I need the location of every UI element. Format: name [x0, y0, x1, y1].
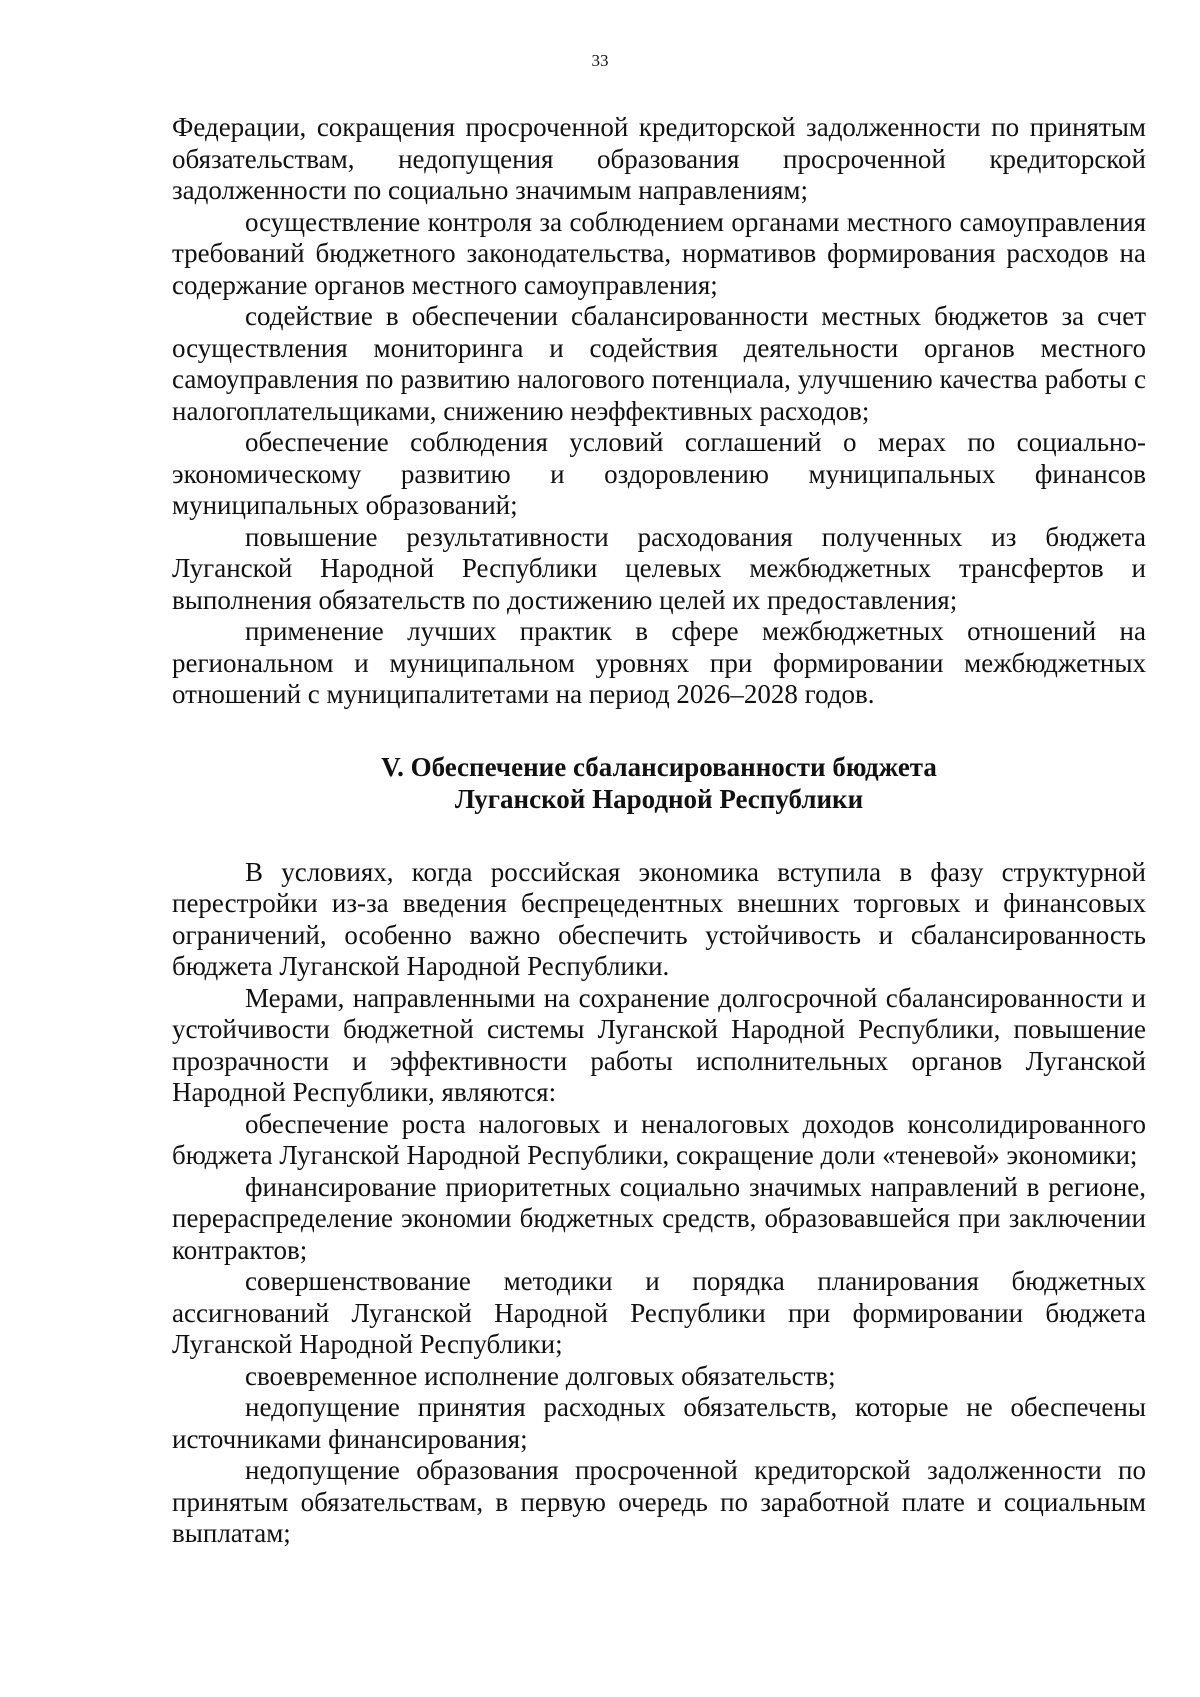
- paragraph: повышение результативности расходования полученных из бюджета Луганской Народной Республики целевых межбюджетных трансфертов и выполнения обязательств по достижению целей их предоставления;: [172, 521, 1146, 615]
- section-heading-line-2: Луганской Народной Республики: [454, 783, 864, 814]
- document-body: [172, 112, 1146, 1550]
- paragraphs-before-section: [172, 112, 1146, 711]
- paragraph: применение лучших практик в сфере межбюджетных отношений на региональном и муниципальном уровнях при формировании межбюджетных отношений с муниципалитетами на период 2026–2028 годов.: [172, 616, 1146, 709]
- paragraph: недопущение принятия расходных обязательств, которые не обеспечены источниками финансирования;: [172, 1392, 1146, 1454]
- paragraph: совершенствование методики и порядка планирования бюджетных ассигнований Луганской Народной Республики при формировании бюджета Луганской Народной Республики;: [172, 1266, 1146, 1359]
- paragraph: В условиях, когда российская экономика вступила в фазу структурной перестройки из-за введения беспрецедентных внешних торговых и финансовых ограничений, особенно важно обеспечить устойчивость и сбалансированность бюджета Луганской Народной Республики.: [172, 856, 1146, 981]
- paragraphs-after-section: [172, 857, 1146, 1550]
- paragraph: своевременное исполнение долговых обязательств;: [245, 1360, 836, 1391]
- paragraph: обеспечение соблюдения условий соглашений о мерах по социально-экономическому развитию и оздоровлению муниципальных финансов муниципальных образований;: [172, 427, 1146, 520]
- paragraph: обеспечение роста налоговых и неналоговых доходов консолидированного бюджета Луганской Народной Республики, сокращение доли «теневой» экономики;: [172, 1108, 1146, 1170]
- section-heading-line-1: V. Обеспечение сбалансированности бюджета: [381, 751, 937, 782]
- section-heading: [172, 751, 1146, 815]
- paragraph: Федерации, сокращения просроченной кредиторской задолженности по принятым обязательствам, недопущения образования просроченной кредиторской задолженности по социально значимым направлениям;: [172, 112, 1146, 205]
- paragraph: финансирование приоритетных социально значимых направлений в регионе, перераспределение экономии бюджетных средств, образовавшейся при заключении контрактов;: [172, 1171, 1146, 1265]
- paragraph: осуществление контроля за соблюдением органами местного самоуправления требований бюджетного законодательства, нормативов формирования расходов на содержание органов местного самоуправления;: [172, 206, 1146, 300]
- paragraph: Мерами, направленными на сохранение долгосрочной сбалансированности и устойчивости бюджетной системы Луганской Народной Республики, повышение прозрачности и эффективности работы исполнительных органов Луганской Народной Республики, являются:: [172, 982, 1146, 1107]
- paragraph: недопущение образования просроченной кредиторской задолженности по принятым обязательствам, в первую очередь по заработной плате и социальным выплатам;: [172, 1455, 1146, 1548]
- paragraph: содействие в обеспечении сбалансированности местных бюджетов за счет осуществления мониторинга и содействия деятельности органов местного самоуправления по развитию налогового потенциала, улучшению качества работы с налогоплательщиками, снижению неэффективных расходов;: [172, 301, 1146, 426]
- page-number: 33: [591, 51, 609, 70]
